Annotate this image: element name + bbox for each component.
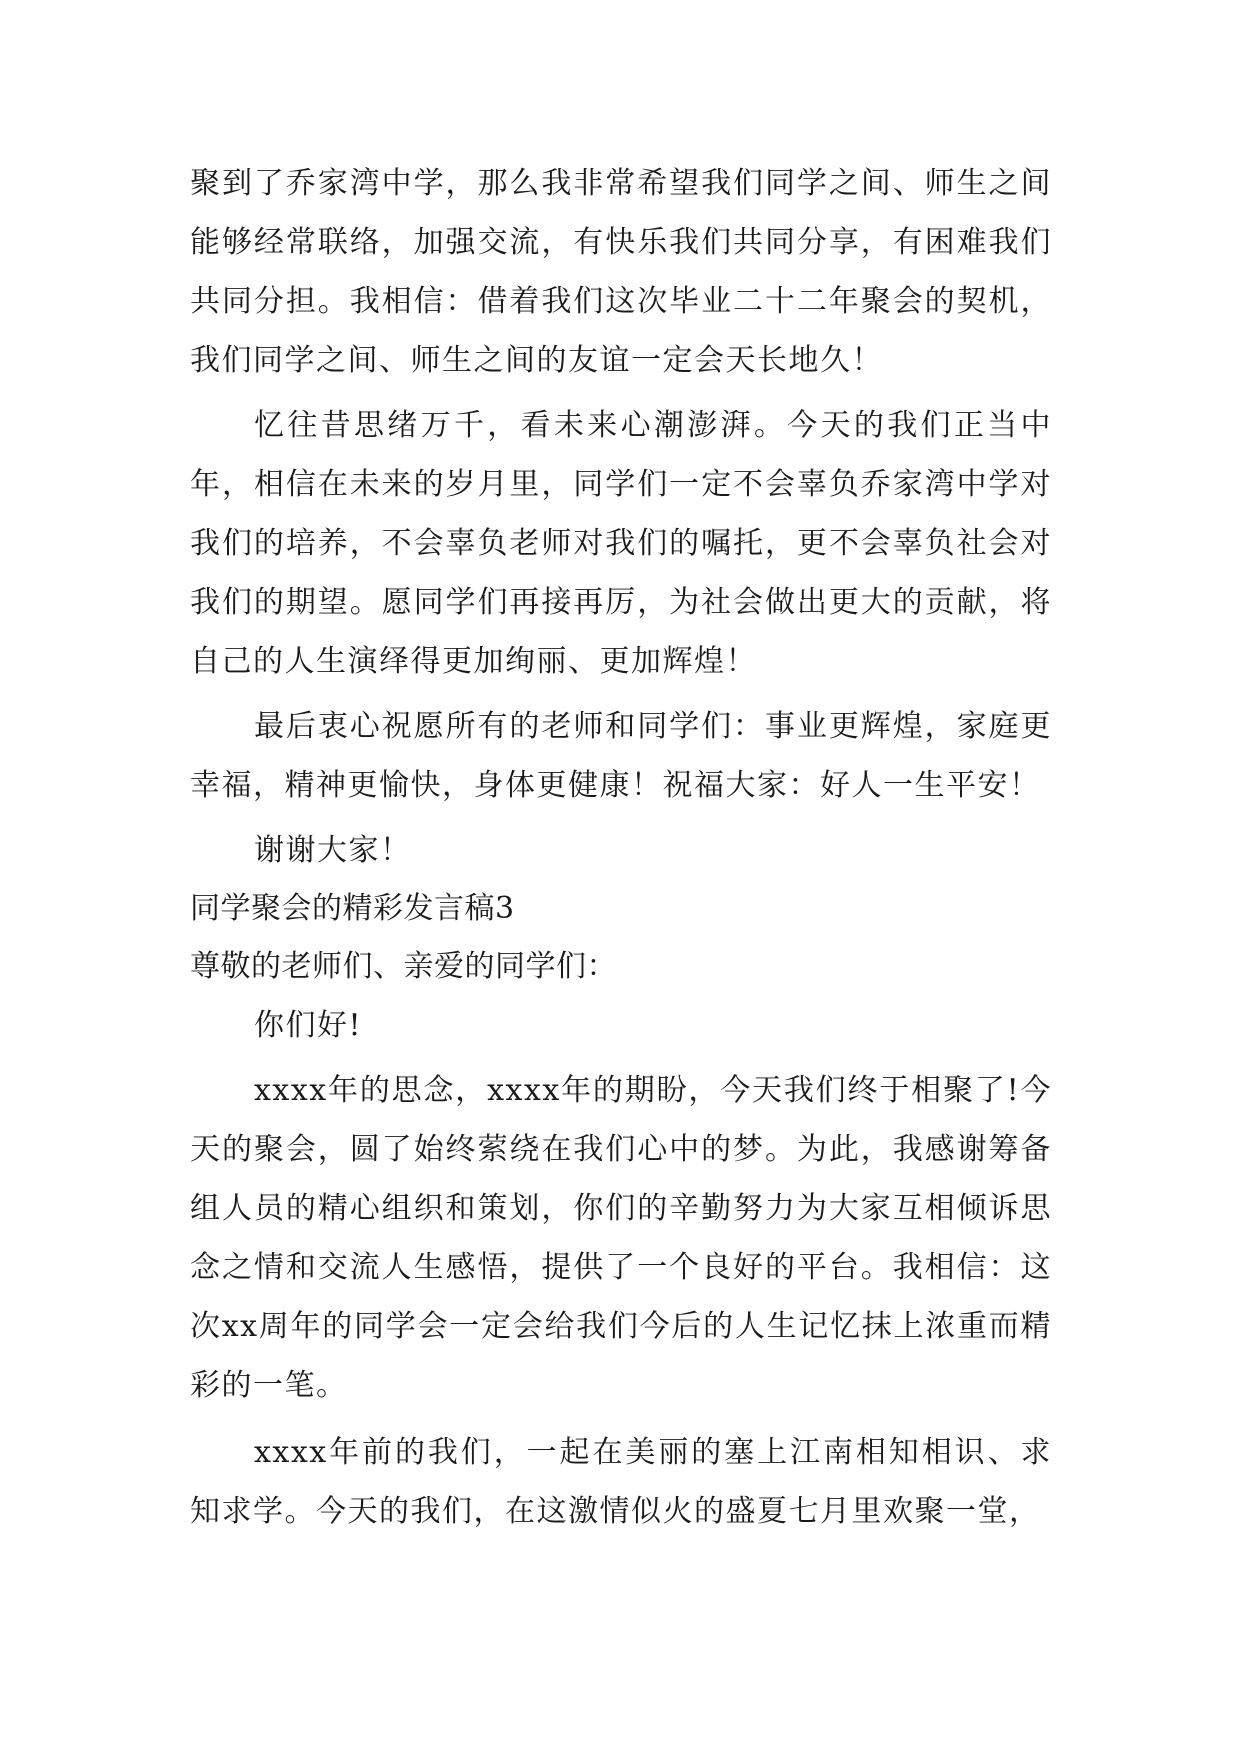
greeting: 你们好! bbox=[254, 1008, 363, 1043]
paragraph-5: xxxx年前的我们，一起在美丽的塞上江南相知相识、求知求学。今天的我们，在这激情似火的盛夏七月里欢聚一堂， bbox=[190, 1435, 1052, 1529]
document-body bbox=[190, 154, 1052, 1541]
salutation: 尊敬的老师们、亲爱的同学们： bbox=[190, 949, 617, 984]
paragraph-1: 聚到了乔家湾中学，那么我非常希望我们同学之间、师生之间能够经常联络，加强交流，有快乐我们共同分享，有困难我们共同分担。我相信：借着我们这次毕业二十二年聚会的契机，我们同学之间、师生之间的友谊一定会天长地久！ bbox=[190, 166, 1052, 378]
paragraph-4: xxxx年的思念，xxxx年的期盼，今天我们终于相聚了!今天的聚会，圆了始终萦绕在我们心中的梦。为此，我感谢筹备组人员的精心组织和策划，你们的辛勤努力为大家互相倾诉思念之情和交流人生感悟，提供了一个良好的平台。我相信：这次xx周年的同学会一定会给我们今后的人生记忆抹上浓重而精彩的一笔。 bbox=[190, 1073, 1052, 1403]
paragraph-thanks: 谢谢大家！ bbox=[254, 833, 412, 868]
section-heading: 同学聚会的精彩发言稿3 bbox=[190, 891, 515, 926]
paragraph-3: 最后衷心祝愿所有的老师和同学们：事业更辉煌，家庭更幸福，精神更愉快，身体更健康！祝福大家：好人一生平安！ bbox=[190, 709, 1052, 803]
paragraph-2: 忆往昔思绪万千，看未来心潮澎湃。今天的我们正当中年，相信在未来的岁月里，同学们一定不会辜负乔家湾中学对我们的培养，不会辜负老师对我们的嘱托，更不会辜负社会对我们的期望。愿同学们再接再厉，为社会做出更大的贡献，将自己的人生演绎得更加绚丽、更加辉煌！ bbox=[190, 408, 1052, 679]
